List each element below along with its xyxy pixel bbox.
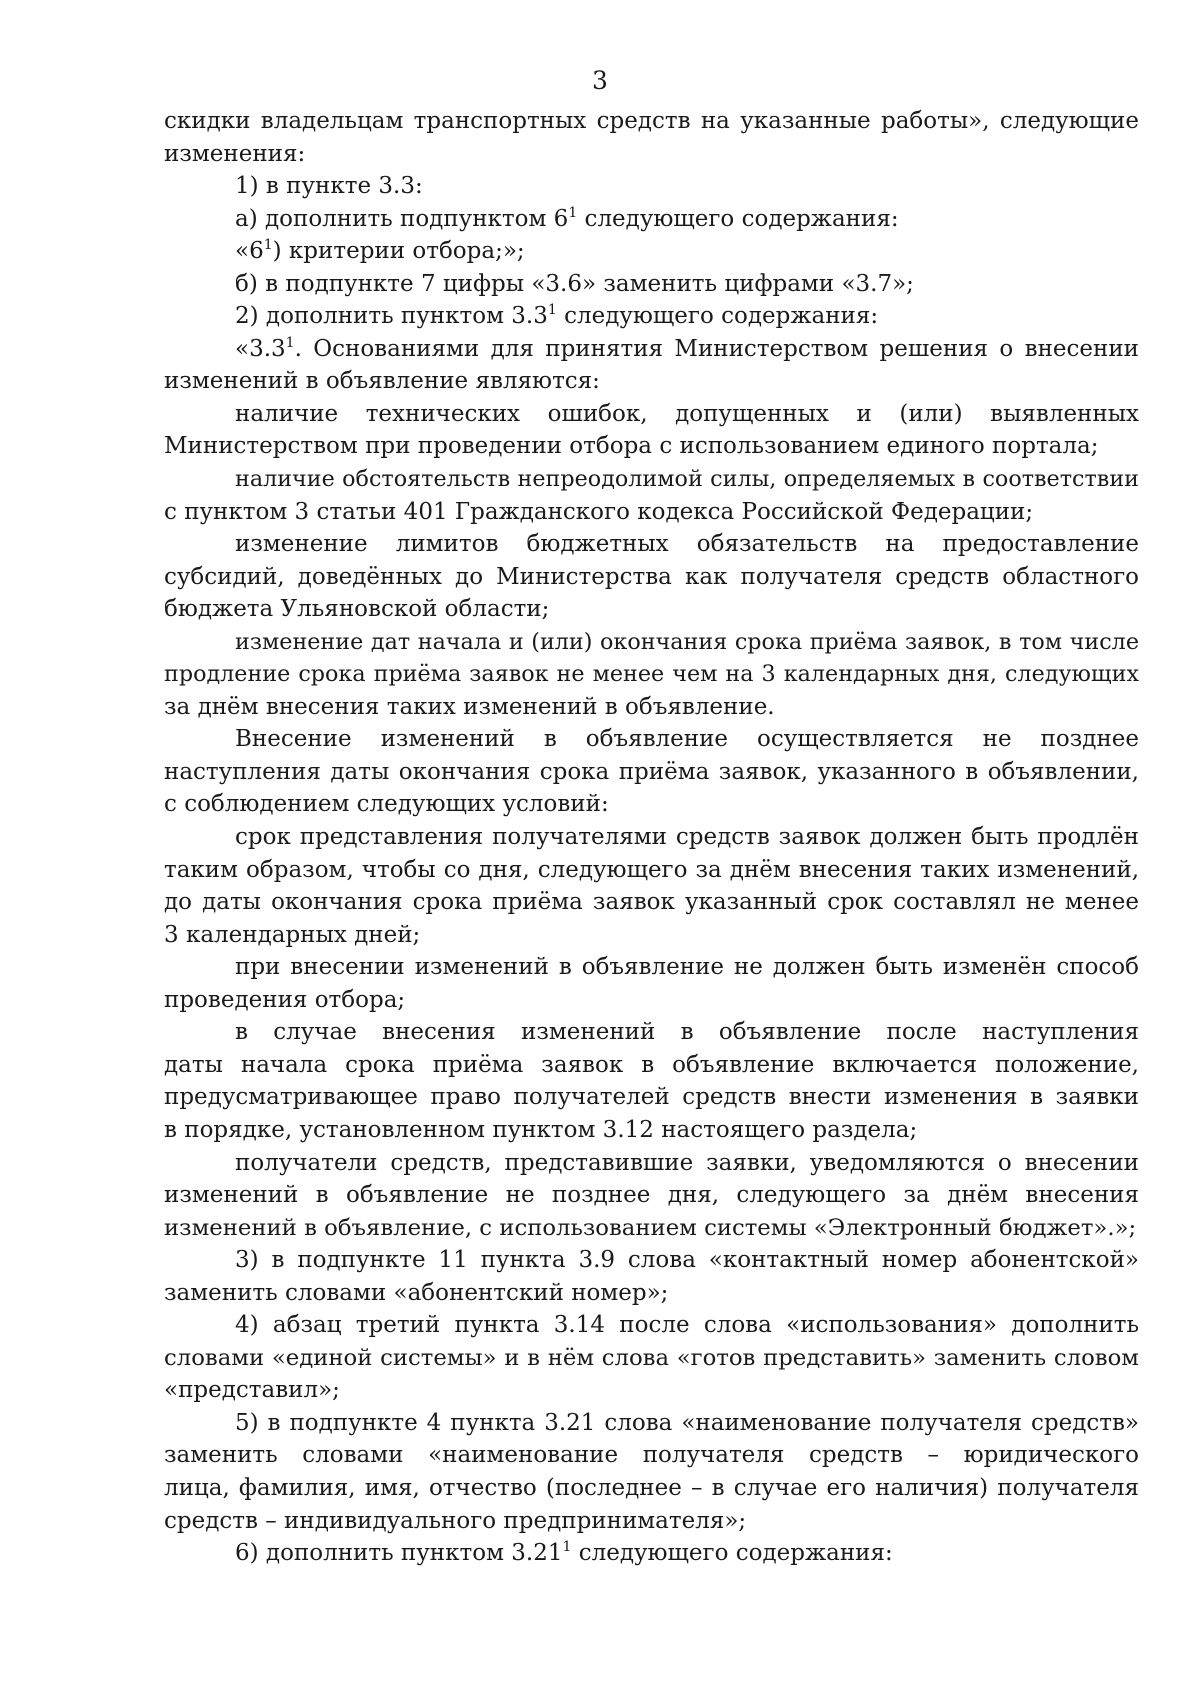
text-line: изменений в объявление не позднее дня, следующего за днём внесения bbox=[164, 1182, 1139, 1209]
text-line: 5) в подпункте 4 пункта 3.21 слова «наименование получателя средств» bbox=[235, 1409, 1139, 1436]
text-line: с соблюдением следующих условий: bbox=[164, 791, 609, 818]
text-line: 4) абзац третий пункта 3.14 после слова «использования» дополнить bbox=[235, 1312, 1139, 1339]
text-line: за днём внесения таких изменений в объявление. bbox=[164, 693, 775, 720]
text-line: заменить словами «абонентский номер»; bbox=[164, 1279, 669, 1306]
text-line: наличие технических ошибок, допущенных и (или) выявленных bbox=[235, 400, 1139, 427]
text-line: 1) в пункте 3.3: bbox=[235, 173, 423, 200]
text-line: субсидий, доведённых до Министерства как получателя средств областного bbox=[164, 563, 1139, 590]
text-line: с пунктом 3 статьи 401 Гражданского кодекса Российской Федерации; bbox=[164, 498, 1034, 525]
text-line: Внесение изменений в объявление осуществляется не позднее bbox=[235, 726, 1139, 753]
text-line: 6) дополнить пунктом 3.21$^1$ следующего содержания: bbox=[235, 1539, 893, 1567]
text-line: наличие обстоятельств непреодолимой силы, определяемых в соответствии bbox=[235, 466, 1139, 493]
text-line: изменение дат начала и (или) окончания срока приёма заявок, в том числе bbox=[235, 628, 1139, 655]
body-text bbox=[164, 105, 1139, 1570]
text-line: изменений в объявление, с использованием системы «Электронный бюджет».»; bbox=[164, 1214, 1137, 1241]
text-line: Министерством при проведении отбора с использованием единого портала; bbox=[164, 433, 1099, 460]
text-line: предусматривающее право получателей средств внести изменения в заявки bbox=[164, 1084, 1139, 1111]
text-line: скидки владельцам транспортных средств на указанные работы», следующие bbox=[164, 108, 1139, 134]
text-line: 3 календарных дней; bbox=[164, 921, 421, 948]
text-line: наступления даты окончания срока приёма заявок, указанного в объявлении, bbox=[164, 758, 1139, 785]
text-line: заменить словами «наименование получателя средств – юридического bbox=[164, 1442, 1139, 1469]
text-line: б) в подпункте 7 цифры «3.6» заменить цифрами «3.7»; bbox=[235, 270, 914, 297]
text-line: а) дополнить подпунктом $6^1$ следующего содержания: bbox=[235, 204, 899, 232]
text-line: проведения отбора; bbox=[164, 986, 406, 1013]
text-line: при внесении изменений в объявление не должен быть изменён способ bbox=[235, 954, 1139, 981]
text-line: даты начала срока приёма заявок в объявление включается положение, bbox=[164, 1051, 1139, 1078]
text-line: «представил»; bbox=[164, 1377, 340, 1404]
text-line: бюджета Ульяновской области; bbox=[164, 596, 550, 623]
text-line: продление срока приёма заявок не менее чем на 3 календарных дня, следующих bbox=[164, 661, 1139, 688]
text-line: «$3.3^1$. Основаниями для принятия Министерством решения о внесении bbox=[235, 334, 1139, 362]
text-line: изменений в объявление являются: bbox=[164, 368, 600, 395]
superscript: 1 bbox=[263, 237, 273, 254]
superscript: 1 bbox=[285, 334, 295, 351]
text-line: средств – индивидуального предпринимателя»; bbox=[164, 1507, 747, 1534]
page-number: 3 bbox=[592, 66, 608, 95]
text-line: лица, фамилия, имя, отчество (последнее – в случае его наличия) получателя bbox=[164, 1474, 1139, 1501]
text-line: получатели средств, представившие заявки, уведомляются о внесении bbox=[235, 1149, 1139, 1176]
text-line: изменения: bbox=[164, 140, 306, 167]
text-line: таким образом, чтобы со дня, следующего за днём внесения таких изменений, bbox=[164, 856, 1139, 883]
text-line: до даты окончания срока приёма заявок указанный срок составлял не менее bbox=[164, 889, 1139, 916]
superscript: 1 bbox=[562, 1539, 572, 1556]
text-line: словами «единой системы» и в нём слова «готов представить» заменить словом bbox=[164, 1344, 1139, 1371]
text-line: 3) в подпункте 11 пункта 3.9 слова «контактный номер абонентской» bbox=[235, 1247, 1139, 1274]
text-line: 2) дополнить пунктом $3.3^1$ следующего содержания: bbox=[235, 302, 879, 330]
text-line: «$6^1$) критерии отбора;»; bbox=[235, 237, 525, 265]
text-line: в случае внесения изменений в объявление после наступления bbox=[235, 1019, 1139, 1046]
superscript: 1 bbox=[568, 204, 578, 221]
text-line: изменение лимитов бюджетных обязательств на предоставление bbox=[235, 531, 1139, 558]
text-line: в порядке, установленном пунктом 3.12 настоящего раздела; bbox=[164, 1116, 918, 1143]
superscript: 1 bbox=[547, 302, 557, 319]
text-line: срок представления получателями средств заявок должен быть продлён bbox=[235, 824, 1139, 851]
